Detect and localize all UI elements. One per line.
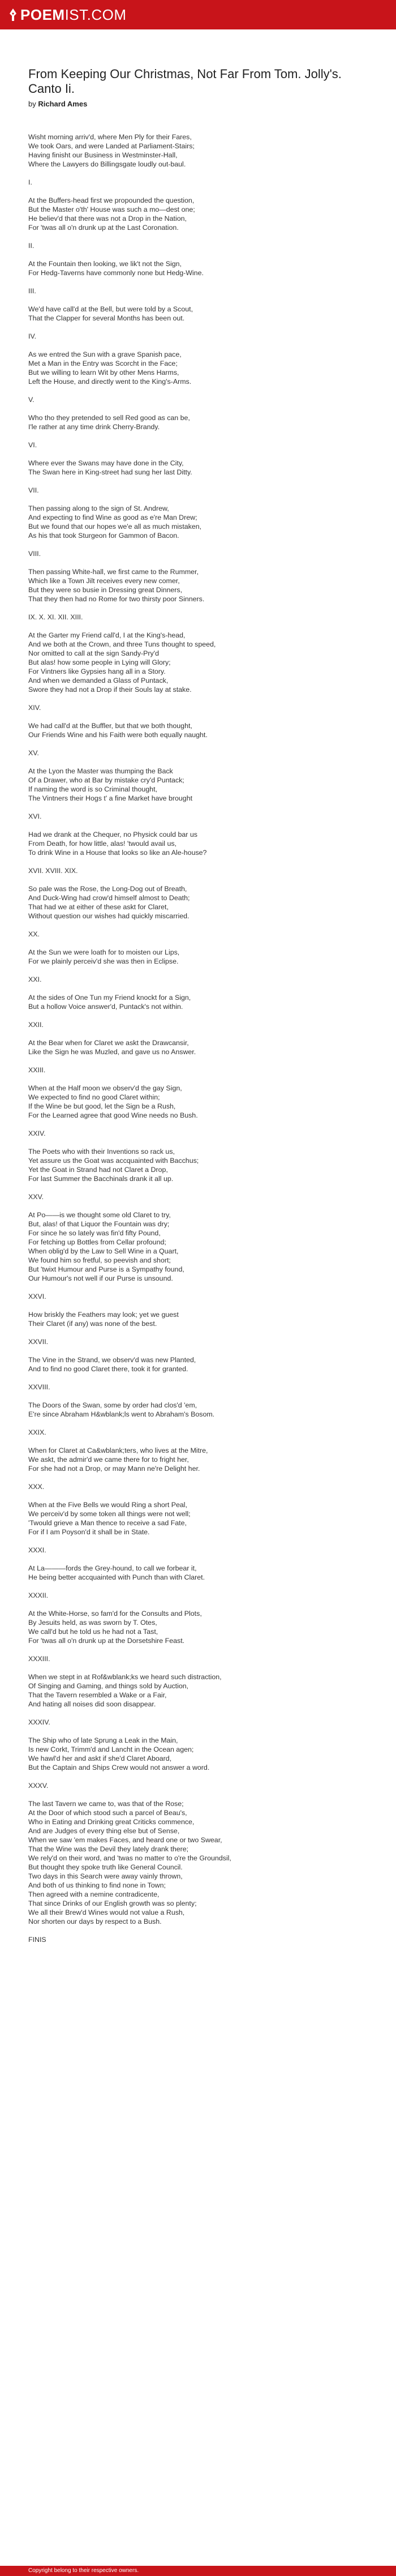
poem-line: The Doors of the Swan, some by order had clos'd 'em,: [28, 1401, 197, 1409]
stanza: [28, 549, 368, 558]
stanza: [28, 1210, 368, 1283]
stanza: [28, 748, 368, 758]
poem-line: Which like a Town Jilt receives every new comer,: [28, 577, 180, 585]
poem-line: We took Oars, and were Landed at Parliament-Stairs;: [28, 142, 195, 150]
poem-line: The Ship who of late Sprung a Leak in the Main,: [28, 1736, 178, 1744]
stanza: [28, 395, 368, 404]
stanza: [28, 1781, 368, 1790]
poem-line: XXVI.: [28, 1293, 46, 1300]
poem-line: V.: [28, 396, 35, 404]
poem-line: And to find no good Claret there, took it for granted.: [28, 1365, 188, 1373]
stanza: [28, 1129, 368, 1138]
poem-line: Where ever the Swans may have done in the City,: [28, 459, 184, 467]
poem-line: But a hollow Voice answer'd, Puntack's not within.: [28, 1003, 183, 1011]
poem-line: For 'twas all o'n drunk up at the Last Coronation.: [28, 224, 179, 232]
poem-line: For Hedg-Taverns have commonly none but Hedg-Wine.: [28, 269, 204, 277]
poem-line: XIV.: [28, 704, 41, 712]
poem-line: XXV.: [28, 1193, 44, 1201]
poem-line: As we entred the Sun with a grave Spanish pace,: [28, 350, 182, 358]
stanza: [28, 567, 368, 604]
poem-line: If the Wine be but good, let the Sign be a Rush,: [28, 1102, 176, 1110]
stanza: [28, 486, 368, 495]
poem-line: We askt, the admir'd we came there for to fright her,: [28, 1456, 189, 1464]
poem-line: Wisht morning arriv'd, where Men Ply for their Fares,: [28, 133, 192, 141]
stanza: [28, 1799, 368, 1926]
poem-line: When oblig'd by the Law to Sell Wine in a Quart,: [28, 1247, 179, 1255]
stanza: [28, 721, 368, 739]
poem-line: By Jesuits held, as was sworn by T. Otes,: [28, 1619, 157, 1627]
stanza: [28, 767, 368, 803]
poem-line: That since Drinks of our English growth was so plenty;: [28, 1899, 197, 1907]
stanza: [28, 286, 368, 296]
copyright-text: Copyright belong to their respective owners.: [28, 2568, 139, 2574]
stanza: [28, 1038, 368, 1056]
poem-line: That had we at either of these askt for Claret,: [28, 903, 169, 911]
author-line: [28, 100, 368, 108]
poem-line: FINIS: [28, 1936, 46, 1944]
stanza: [28, 930, 368, 939]
poem-line: XXI.: [28, 975, 42, 983]
poem-line: At the Lyon the Master was thumping the Back: [28, 767, 173, 775]
poem-line: We found him so fretful, so peevish and short;: [28, 1256, 171, 1264]
poem-line: At the Fountain then looking, we lik't not the Sign,: [28, 260, 182, 268]
stanza: [28, 1147, 368, 1183]
poem-line: Our Humour's not well if our Purse is unsound.: [28, 1274, 173, 1282]
stanza: [28, 993, 368, 1011]
poem-line: XXIX.: [28, 1428, 46, 1436]
author-link[interactable]: Richard Ames: [38, 100, 88, 108]
poem-line: Of Singing and Gaming, and things sold by Auction,: [28, 1682, 189, 1690]
poem-line: Nor omitted to call at the sign Sandy-Pry'd: [28, 649, 160, 657]
poem-line: And we both at the Crown, and three Tuns thought to speed,: [28, 640, 216, 648]
poem-line: Then agreed with a nemine contradicente,: [28, 1890, 160, 1898]
stanza: [28, 178, 368, 187]
poem-line: VIII.: [28, 550, 41, 558]
poem-line: But thought they spoke truth like General Council.: [28, 1863, 183, 1871]
poem-line: At the Garter my Friend call'd, I at the King's-head,: [28, 631, 186, 639]
poem-line: Then passing along to the sign of St. Andrew,: [28, 504, 169, 512]
poem-line: I'le rather at any time drink Cherry-Brandy.: [28, 423, 160, 431]
stanza: [28, 1654, 368, 1663]
stanza: [28, 830, 368, 857]
poem-line: Who tho they pretended to sell Red good as can be,: [28, 414, 190, 422]
poem-line: Nor shorten our days by respect to a Bush.: [28, 1918, 162, 1925]
poem-line: Where the Lawyers do Billingsgate loudly out-baul.: [28, 160, 186, 168]
poem-line: And when we demanded a Glass of Puntack,: [28, 677, 169, 684]
poem-line: For Vintners like Gypsies hang all in a Story.: [28, 667, 166, 675]
stanza: [28, 440, 368, 450]
poem-line: Is new Corkt, Trimm'd and Lancht in the Ocean agen;: [28, 1745, 194, 1753]
logo-bold-text: POEM: [20, 6, 65, 23]
poem-line: At the Buffers-head first we propounded the question,: [28, 196, 195, 204]
poem-line: Swore they had not a Drop if their Souls lay at stake.: [28, 686, 192, 694]
poem-line: Two days in this Search were away vainly thrown,: [28, 1872, 183, 1880]
poem-line: The Vintners their Hogs t' a fine Market have brought: [28, 794, 193, 802]
poem-line: The Vine in the Strand, we observ'd was new Planted,: [28, 1356, 196, 1364]
poem-line: For she had not a Drop, or may Mann ne're Delight her.: [28, 1465, 200, 1473]
poem-body: [28, 132, 368, 1944]
poem-line: At La———fords the Grey-hound, to call we forbear it,: [28, 1564, 197, 1572]
poem-line: That the Wine was the Devil they lately drank there;: [28, 1845, 189, 1853]
poem-line: At the Door of which stood such a parcel of Beau's,: [28, 1809, 187, 1817]
poem-line: Yet the Goat in Strand had not Claret a Drop,: [28, 1166, 168, 1174]
poem-line: How briskly the Feathers may look; yet we guest: [28, 1311, 179, 1319]
poem-line: II.: [28, 242, 35, 250]
poem-line: We all their Brew'd Wines would not value a Rush,: [28, 1909, 185, 1916]
stanza: [28, 1546, 368, 1555]
stanza: [28, 332, 368, 341]
poem-line: When for Claret at Ca&wblank;ters, who lives at the Mitre,: [28, 1447, 208, 1454]
stanza: [28, 1337, 368, 1346]
poem-line: But we willing to learn Wit by other Mens Harms,: [28, 369, 179, 376]
poem-line: He being better accquainted with Punch than with Claret.: [28, 1573, 205, 1581]
poem-line: Who in Eating and Drinking great Criticks commence,: [28, 1818, 195, 1826]
stanza: [28, 703, 368, 712]
poem-line: And are Judges of every thing else but of Sense,: [28, 1827, 180, 1835]
stanza: [28, 1084, 368, 1120]
stanza: [28, 1564, 368, 1582]
poem-line: From Death, for how little, alas! 'twould avail us,: [28, 840, 177, 848]
poem-line: But we found that our hopes we'e all as much mistaken,: [28, 523, 202, 530]
poem-line: When we saw 'em makes Faces, and heard one or two Swear,: [28, 1836, 222, 1844]
stanza: [28, 1609, 368, 1645]
poem-line: Had we drank at the Chequer, no Physick could bar us: [28, 831, 197, 838]
poem-line: VI.: [28, 441, 37, 449]
poem-line: If naming the word is so Criminal thought,: [28, 785, 157, 793]
poem-line: He believ'd that there was not a Drop in the Nation,: [28, 215, 187, 222]
stanza: [28, 631, 368, 694]
stanza: [28, 1446, 368, 1473]
stanza: [28, 975, 368, 984]
poem-line: III.: [28, 287, 36, 295]
stanza: [28, 1383, 368, 1392]
stanza: [28, 132, 368, 169]
poem-line: XXXIII.: [28, 1655, 50, 1663]
stanza: [28, 1355, 368, 1373]
stanza: [28, 504, 368, 540]
stanza: [28, 459, 368, 477]
stanza: [28, 1066, 368, 1075]
poem-line: XX.: [28, 930, 40, 938]
poem-line: I.: [28, 178, 32, 186]
poem-line: For 'twas all o'n drunk up at the Dorsetshire Feast.: [28, 1637, 185, 1645]
poem-line: XV.: [28, 749, 39, 757]
poem-line: XXVII.: [28, 1338, 49, 1346]
stanza: [28, 884, 368, 921]
stanza: [28, 1672, 368, 1709]
stanza: [28, 1500, 368, 1537]
poem-line: Their Claret (if any) was none of the best.: [28, 1320, 157, 1328]
poem-line: XXX.: [28, 1483, 45, 1491]
poem-line: When at the Five Bells we would Ring a short Peal,: [28, 1501, 187, 1509]
site-footer: [0, 2566, 396, 2576]
poem-content: [0, 29, 396, 1944]
stanza: [28, 812, 368, 821]
poem-title: From Keeping Our Christmas, Not Far From Tom. Jolly's. Canto Ii.: [28, 67, 342, 96]
pen-nib-icon: [9, 8, 17, 21]
author-prefix: by: [28, 100, 36, 108]
poem-line: E're since Abraham H&wblank;ls went to Abraham's Bosom.: [28, 1410, 215, 1418]
stanza: [28, 350, 368, 386]
poem-line: At the Sun we were loath for to moisten our Lips,: [28, 948, 180, 956]
poem-line: That the Clapper for several Months has been out.: [28, 314, 185, 322]
poem-line: We perceiv'd by some token all things were not well;: [28, 1510, 191, 1518]
stanza: [28, 1482, 368, 1491]
poem-line: XXXV.: [28, 1782, 49, 1790]
poem-line: Met a Man in the Entry was Scorcht in the Face;: [28, 360, 178, 367]
poem-line: XXII.: [28, 1021, 44, 1029]
poem-line: But they were so busie in Dressing great Dinners,: [28, 586, 183, 594]
poem-line: To drink Wine in a House that looks so like an Ale-house?: [28, 849, 207, 857]
poem-line: We hawl'd her and askt if she'd Claret Aboard,: [28, 1755, 172, 1762]
poem-line: 'Twould grieve a Man thence to receive a sad Fate,: [28, 1519, 187, 1527]
poem-line: Of a Drawer, who at Bar by mistake cry'd Puntack;: [28, 776, 184, 784]
poem-line: The Swan here in King-street had sung her last Ditty.: [28, 468, 192, 476]
poem-line: So pale was the Rose, the Long-Dog out of Breath,: [28, 885, 187, 893]
poem-line: XXXII.: [28, 1591, 49, 1599]
stanza: [28, 196, 368, 232]
poem-line: XVII. XVIII. XIX.: [28, 867, 78, 875]
poem-line: For fetching up Bottles from Cellar profound;: [28, 1238, 166, 1246]
poem-line: But, alas! of that Liquor the Fountain was dry;: [28, 1220, 170, 1228]
stanza: [28, 1310, 368, 1328]
poem-line: But 'twixt Humour and Purse is a Sympathy found,: [28, 1265, 184, 1273]
poem-line: We call'd but he told us he had not a Tast,: [28, 1628, 158, 1636]
poem-line: That they then had no Rome for two thirsty poor Sinners.: [28, 595, 205, 603]
poem-line: We rely'd on their word, and 'twas no matter to o're the Groundsil,: [28, 1854, 231, 1862]
poem-line: And expecting to find Wine as good as e're Man Drew;: [28, 514, 197, 521]
poem-line: And hating all noises did soon disappear.: [28, 1700, 156, 1708]
poem-line: Then passing White-hall, we first came to the Rummer,: [28, 568, 199, 576]
poem-line: But the Captain and Ships Crew would not answer a word.: [28, 1764, 210, 1771]
poem-line: XXIV.: [28, 1129, 46, 1137]
stanza: [28, 305, 368, 323]
poem-line: Yet assure us the Goat was accquainted with Bacchus;: [28, 1157, 199, 1165]
poem-line: IX. X. XI. XII. XIII.: [28, 613, 83, 621]
stanza: [28, 948, 368, 966]
poem-line: And Duck-Wing had crow'd himself almost to Death;: [28, 894, 190, 902]
stanza: [28, 1935, 368, 1944]
poem-line: And both of us thinking to find none in Town;: [28, 1881, 166, 1889]
poem-line: XXXI.: [28, 1546, 46, 1554]
stanza: [28, 1428, 368, 1437]
poem-line: For last Summer the Bacchinals drank it all up.: [28, 1175, 174, 1183]
stanza: [28, 1020, 368, 1029]
poem-line: For the Learned agree that good Wine needs no Bush.: [28, 1111, 198, 1119]
site-logo[interactable]: [20, 6, 127, 24]
stanza: [28, 1401, 368, 1419]
poem-line: The last Tavern we came to, was that of the Rose;: [28, 1800, 184, 1808]
poem-line: XXXIV.: [28, 1718, 50, 1726]
poem-line: Left the House, and directly went to the King's-Arms.: [28, 378, 192, 386]
poem-line: We'd have call'd at the Bell, but were told by a Scout,: [28, 305, 193, 313]
poem-line: Our Friends Wine and his Faith were both equally naught.: [28, 731, 208, 739]
poem-line: At the Bear when for Claret we askt the Drawcansir,: [28, 1039, 189, 1047]
poem-line: As his that took Sturgeon for Gammon of Bacon.: [28, 532, 179, 540]
site-header: [0, 0, 396, 29]
poem-line: For since he so lately was fin'd fifty Pound,: [28, 1229, 161, 1237]
poem-line: For if I am Poyson'd it shall be in State.: [28, 1528, 150, 1536]
stanza: [28, 1192, 368, 1201]
stanza: [28, 1736, 368, 1772]
stanza: [28, 1591, 368, 1600]
poem-line: Having finisht our Business in Westminster-Hall,: [28, 151, 178, 159]
poem-line: VII.: [28, 486, 39, 494]
poem-line: But alas! how some people in Lying will Glory;: [28, 658, 171, 666]
stanza: [28, 866, 368, 875]
poem-line: XXVIII.: [28, 1383, 50, 1391]
poem-line: For we plainly perceiv'd she was then in Eclipse.: [28, 957, 179, 965]
stanza: [28, 259, 368, 277]
poem-line: When we stept in at Rof&wblank;ks we heard such distraction,: [28, 1673, 222, 1681]
poem-line: XVI.: [28, 812, 42, 820]
poem-line: When at the Half moon we observ'd the gay Sign,: [28, 1084, 182, 1092]
stanza: [28, 1292, 368, 1301]
stanza: [28, 1718, 368, 1727]
logo-light-text: IST.COM: [64, 6, 127, 23]
poem-line: The Poets who with their Inventions so rack us,: [28, 1148, 175, 1156]
poem-line: We expected to find no good Claret within;: [28, 1093, 160, 1101]
poem-line: XXIII.: [28, 1066, 46, 1074]
poem-line: IV.: [28, 332, 37, 340]
poem-line: But the Master o'th' House was such a mo—dest one;: [28, 206, 195, 213]
stanza: [28, 241, 368, 250]
poem-line: That the Tavern resembled a Wake or a Fair,: [28, 1691, 167, 1699]
stanza: [28, 613, 368, 622]
poem-line: At Po——is we thought some old Claret to try,: [28, 1211, 171, 1219]
stanza: [28, 413, 368, 431]
poem-line: At the White-Horse, so fam'd for the Consults and Plots,: [28, 1610, 202, 1618]
poem-line: Like the Sign he was Muzled, and gave us no Answer.: [28, 1048, 196, 1056]
poem-line: Without question our wishes had quickly miscarried.: [28, 912, 190, 920]
poem-line: We had call'd at the Buffler, but that we both thought,: [28, 722, 192, 730]
poem-line: At the sides of One Tun my Friend knockt for a Sign,: [28, 994, 191, 1002]
